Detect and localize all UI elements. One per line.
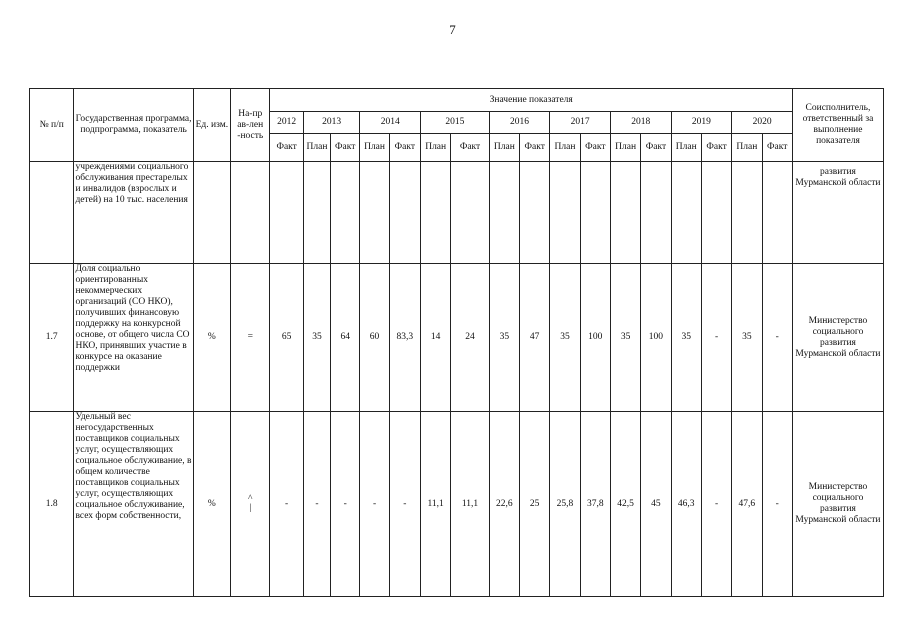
header-direction (231, 89, 270, 162)
value-cell: 25,8 (550, 412, 580, 597)
value-cell: 45 (641, 412, 671, 597)
value-cell: 24 (451, 264, 489, 412)
indicator-name: учреждениями социального обслуживания престарелых и инвалидов (взрослых и детей) на 10 тыс. населения (74, 162, 193, 264)
value-cell: 37,8 (580, 412, 610, 597)
sub-header: Факт (762, 134, 792, 162)
value-cell: 47 (520, 264, 550, 412)
value-cell (331, 162, 360, 264)
value-cell (762, 162, 792, 264)
value-cell (489, 162, 519, 264)
unit-cell: % (193, 264, 230, 412)
sub-header: Факт (641, 134, 671, 162)
value-cell (303, 162, 330, 264)
responsible-cell: Министерство социального развития Мурманской области (792, 264, 883, 412)
value-cell (520, 162, 550, 264)
unit-cell (193, 162, 230, 264)
value-cell: - (389, 412, 420, 597)
value-cell: 100 (641, 264, 671, 412)
value-cell: 47,6 (732, 412, 762, 597)
sub-header: Факт (331, 134, 360, 162)
value-cell: 25 (520, 412, 550, 597)
indicator-table (29, 88, 884, 597)
value-cell: - (701, 264, 731, 412)
sub-header: План (489, 134, 519, 162)
table-row (30, 264, 884, 412)
value-cell: 22,6 (489, 412, 519, 597)
sub-header: План (421, 134, 451, 162)
value-cell: 42,5 (610, 412, 640, 597)
header-program: Государственная программа, подпрограмма, показатель (74, 89, 193, 162)
value-cell: 35 (610, 264, 640, 412)
sub-header: Факт (580, 134, 610, 162)
sub-header: Факт (701, 134, 731, 162)
value-cell: 35 (303, 264, 330, 412)
value-cell: 35 (550, 264, 580, 412)
header-num: № п/п (30, 89, 74, 162)
direction-cell (231, 162, 270, 264)
header-unit: Ед. изм. (193, 89, 230, 162)
year-header: 2018 (610, 112, 671, 134)
value-cell: 60 (360, 264, 389, 412)
sub-header: Факт (520, 134, 550, 162)
indicator-name: Доля социально ориентированных некоммерческих организаций (СО НКО), получивших финансовую поддержку на конкурсной основе, от общего числа СО НКО, принявших участие в конкурсе на оказание поддержки (74, 264, 193, 412)
sub-header: Факт (389, 134, 420, 162)
row-num: 1.7 (30, 264, 74, 412)
value-cell: - (762, 264, 792, 412)
sub-header: Факт (270, 134, 303, 162)
sub-header: План (360, 134, 389, 162)
value-cell (270, 162, 303, 264)
value-cell (421, 162, 451, 264)
year-header: 2016 (489, 112, 550, 134)
value-cell: - (360, 412, 389, 597)
sub-header: Факт (451, 134, 489, 162)
header-direction-text: На-прав-лен-ность (237, 108, 264, 141)
value-cell: 64 (331, 264, 360, 412)
value-cell: - (701, 412, 731, 597)
page-number: 7 (449, 22, 456, 37)
sub-header: План (610, 134, 640, 162)
indicator-name: Удельный вес негосударственных поставщиков социальных услуг, осуществляющих социальное обслуживание, в общем количестве поставщиков социальных услуг, осуществляющих социальное обслуживание, всех форм собственности, (74, 412, 193, 597)
value-cell (360, 162, 389, 264)
value-cell: - (303, 412, 330, 597)
value-cell (641, 162, 671, 264)
header-value-group: Значение показателя (270, 89, 792, 112)
year-header: 2014 (360, 112, 421, 134)
value-cell (389, 162, 420, 264)
value-cell (451, 162, 489, 264)
year-header: 2015 (421, 112, 490, 134)
year-header: 2013 (303, 112, 360, 134)
value-cell: - (762, 412, 792, 597)
value-cell (550, 162, 580, 264)
year-header: 2017 (550, 112, 611, 134)
value-cell (732, 162, 762, 264)
direction-cell: = (231, 264, 270, 412)
value-cell: 14 (421, 264, 451, 412)
value-cell: 11,1 (421, 412, 451, 597)
direction-cell (231, 412, 270, 597)
value-cell: 100 (580, 264, 610, 412)
year-header: 2012 (270, 112, 303, 134)
unit-cell: % (193, 412, 230, 597)
year-header: 2020 (732, 112, 793, 134)
row-num: 1.8 (30, 412, 74, 597)
year-header: 2019 (671, 112, 732, 134)
table-row (30, 162, 884, 264)
value-cell (580, 162, 610, 264)
sub-header: План (303, 134, 330, 162)
value-cell: 35 (489, 264, 519, 412)
table-row (30, 412, 884, 597)
value-cell (671, 162, 701, 264)
value-cell (610, 162, 640, 264)
value-cell: - (331, 412, 360, 597)
sub-header: План (671, 134, 701, 162)
value-cell: 11,1 (451, 412, 489, 597)
value-cell: - (270, 412, 303, 597)
value-cell: 35 (671, 264, 701, 412)
row-num (30, 162, 74, 264)
header-responsible: Соисполнитель, ответственный за выполнение показателя (792, 89, 883, 162)
value-cell: 46,3 (671, 412, 701, 597)
value-cell (701, 162, 731, 264)
responsible-cell: развития Мурманской области (792, 162, 883, 264)
value-cell: 65 (270, 264, 303, 412)
responsible-cell: Министерство социального развития Мурманской области (792, 412, 883, 597)
direction-symbol: ^ | (248, 493, 253, 513)
sub-header: План (732, 134, 762, 162)
value-cell: 83,3 (389, 264, 420, 412)
value-cell: 35 (732, 264, 762, 412)
sub-header: План (550, 134, 580, 162)
